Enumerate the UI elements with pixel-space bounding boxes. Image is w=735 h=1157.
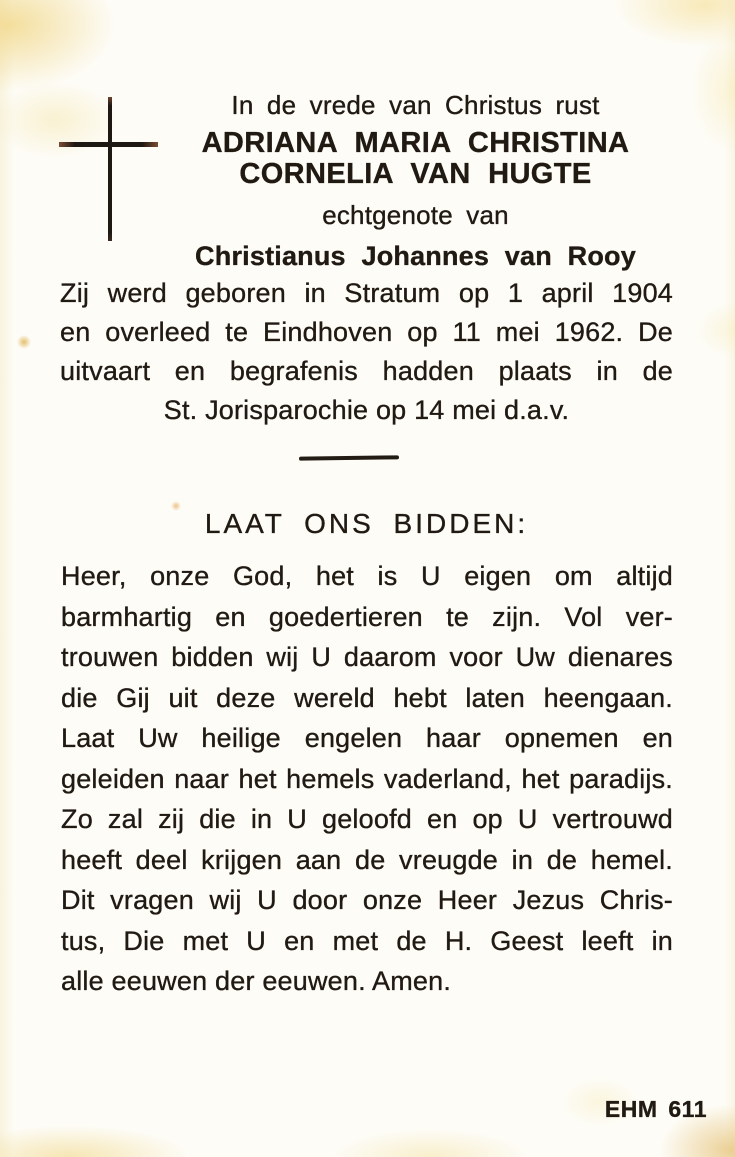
deceased-name: [112, 128, 719, 190]
spouse-name: Christianus Johannes van Rooy: [195, 241, 636, 271]
prayer-line: die Gij uit deze wereld hebt laten heengaan.: [61, 682, 673, 713]
prayer-heading: LAAT ONS BIDDEN:: [204, 508, 529, 539]
prayer-line: Heer, onze God, het is U eigen om altijd: [61, 561, 673, 591]
prayer-line: barmhartig en goedertieren te zijn. Vol ver-: [61, 601, 673, 632]
prayer-line: Laat Uw heilige engelen haar opnemen en: [61, 723, 673, 753]
prayer-line: tus, Die met U en met de H. Geest leeft in: [61, 925, 673, 956]
biography-line: Zij werd geboren in Stratum op 1 april 1904: [60, 278, 673, 308]
deceased-name-line1: ADRIANA MARIA CHRISTINA: [201, 127, 630, 159]
section-divider: [299, 455, 399, 460]
prayer-line: Zo zal zij die in U geloofd en op U vertrouwd: [61, 804, 673, 834]
prayer-line: geleiden naar het hemels vaderland, het paradijs.: [61, 763, 673, 794]
intro-line: In de vrede van Christus rust: [231, 90, 600, 120]
prayer-paragraph: [61, 556, 673, 1002]
relation-line: echtgenote van: [322, 200, 509, 230]
deceased-name-line2: CORNELIA VAN HUGTE: [239, 158, 592, 190]
biography-line: en overleed te Eindhoven op 11 mei 1962. De: [60, 317, 673, 347]
card-header: [112, 90, 719, 272]
prayer-line: alle eeuwen der eeuwen. Amen.: [61, 966, 452, 996]
prayer-line: heeft deel krijgen aan de vreugde in de hemel.: [61, 844, 673, 875]
printer-code: EHM 611: [604, 1096, 707, 1122]
prayer-line: Dit vragen wij U door onze Heer Jezus Chris-: [61, 885, 673, 915]
biography-paragraph: [60, 274, 673, 430]
biography-line: St. Jorisparochie op 14 mei d.a.v.: [163, 395, 570, 425]
prayer-line: trouwen bidden wij U daarom voor Uw dienares: [61, 642, 673, 672]
biography-line: uitvaart en begrafenis hadden plaats in de: [60, 356, 673, 386]
